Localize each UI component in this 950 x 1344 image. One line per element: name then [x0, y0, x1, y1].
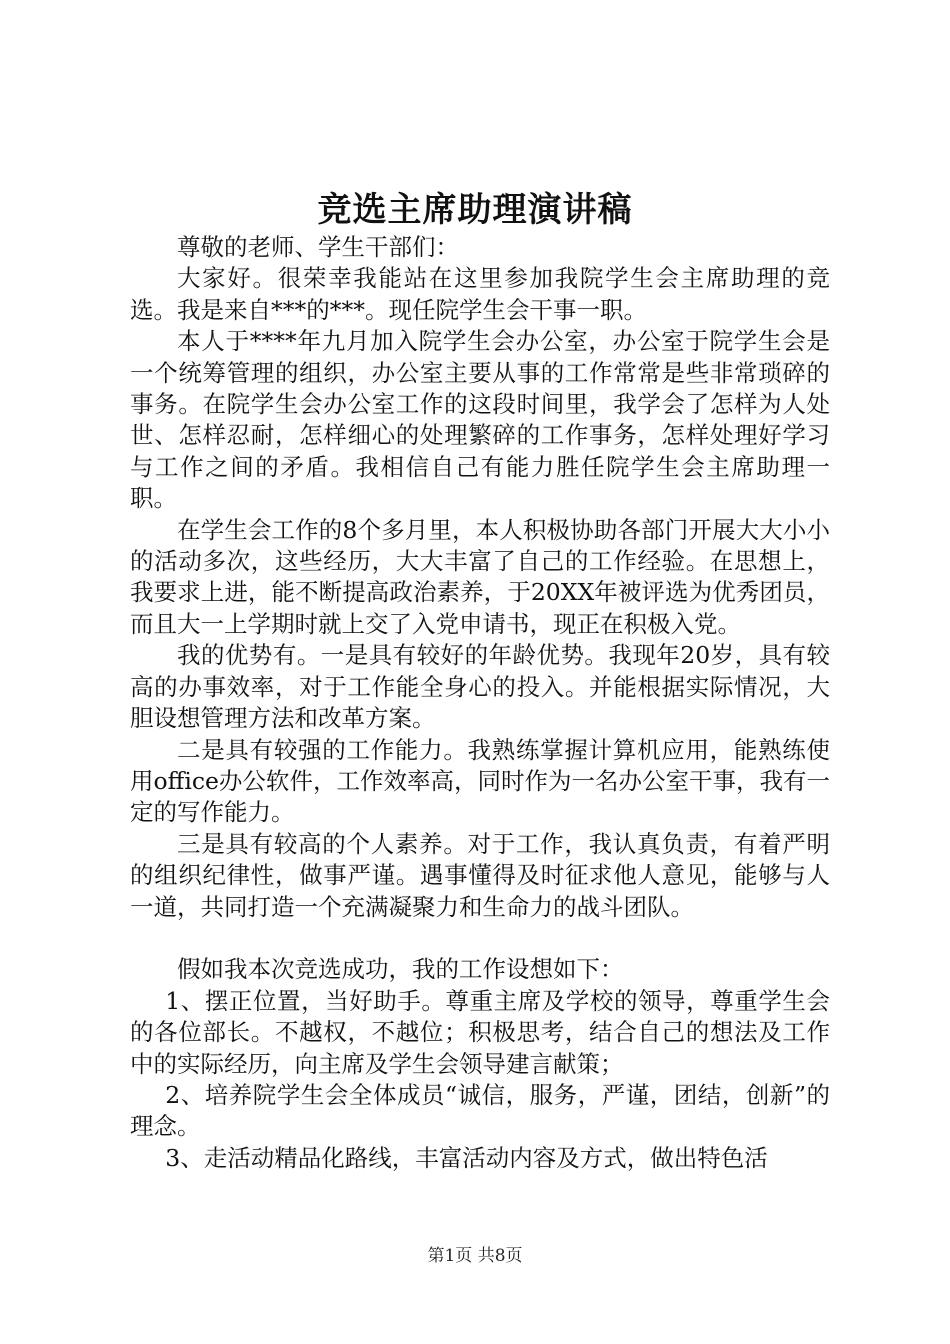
paragraph-advantage-age: 我的优势有。一是具有较好的年龄优势。我现年20岁，具有较高的办事效率，对于工作能全身心的投入。并能根据实际情况，大胆设想管理方法和改革方案。: [130, 641, 830, 733]
paragraph-plan-3: 3、走活动精品化路线，丰富活动内容及方式，做出特色活: [165, 1143, 768, 1172]
page-footer: 第1页 共8页: [427, 1246, 523, 1266]
paragraph-plan-intro: 假如我本次竞选成功，我的工作设想如下：: [177, 955, 624, 984]
paragraph-salutation: 尊敬的老师、学生干部们：: [177, 233, 459, 261]
paragraph-advantage-ability: 二是具有较强的工作能力。我熟练掌握计算机应用，能熟练使用office办公软件，工作效率高，同时作为一名办公室干事，我有一定的写作能力。: [130, 735, 830, 827]
paragraph-union-work: 在学生会工作的8个多月里，本人积极协助各部门开展大大小小的活动多次，这些经历，大大丰富了自己的工作经验。在思想上，我要求上进，能不断提高政治素养，于20XX年被评选为优秀团员，而且大一上学期时就上交了入党申请书，现正在积极入党。: [130, 515, 830, 638]
paragraph-plan-1: 1、摆正位置，当好助手。尊重主席及学校的领导，尊重学生会的各位部长。不越权，不越位；积极思考，结合自己的想法及工作中的实际经历，向主席及学生会领导建言献策；: [130, 986, 830, 1078]
document-title: 竞选主席助理演讲稿: [317, 190, 633, 230]
document-body: [130, 232, 830, 1174]
paragraph-blank: [130, 923, 830, 954]
paragraph-advantage-quality: 三是具有较高的个人素养。对于工作，我认真负责，有着严明的组织纪律性，做事严谨。遇事懂得及时征求他人意见，能够与人一道，共同打造一个充满凝聚力和生命力的战斗团队。: [130, 829, 830, 921]
paragraph-office-experience: 本人于****年九月加入院学生会办公室，办公室于院学生会是一个统筹管理的组织，办公室主要从事的工作常常是些非常琐碎的事务。在院学生会办公室工作的这段时间里，我学会了怎样为人处世、怎样忍耐，怎样细心的处理繁碎的工作事务，怎样处理好学习与工作之间的矛盾。我相信自己有能力胜任院学生会主席助理一职。: [130, 327, 830, 513]
paragraph-plan-2: 2、培养院学生会全体成员“诚信，服务，严谨，团结，创新”的理念。: [130, 1080, 830, 1141]
paragraph-greeting: 大家好。很荣幸我能站在这里参加我院学生会主席助理的竞选。我是来自***的***。现任院学生会干事一职。: [130, 264, 830, 324]
